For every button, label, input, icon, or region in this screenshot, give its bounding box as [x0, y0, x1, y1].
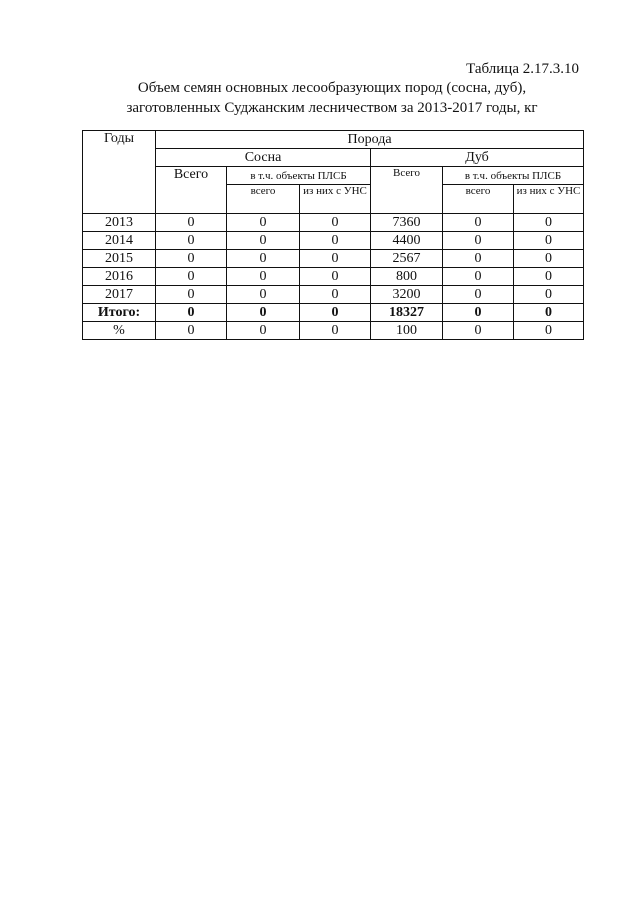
- header-oak-plsb-total: всего: [443, 185, 514, 214]
- oak-total: 3200: [371, 286, 443, 304]
- pine-uns: 0: [300, 322, 371, 340]
- header-pine: Сосна: [156, 149, 371, 167]
- percent-row: [83, 322, 584, 340]
- seed-volume-table: [82, 130, 584, 340]
- oak-total: 7360: [371, 214, 443, 232]
- header-oak-plsb-uns: из них с УНС: [514, 185, 584, 214]
- pine-total: 0: [156, 322, 227, 340]
- header-years: Годы: [83, 131, 156, 214]
- oak-uns: 0: [514, 304, 584, 322]
- oak-total: 18327: [371, 304, 443, 322]
- header-oak: Дуб: [371, 149, 584, 167]
- oak-plsb: 0: [443, 214, 514, 232]
- table-row: [83, 250, 584, 268]
- oak-plsb: 0: [443, 322, 514, 340]
- row-year: 2016: [83, 268, 156, 286]
- header-row-2: [83, 149, 584, 167]
- percent-label: %: [83, 322, 156, 340]
- row-year: 2013: [83, 214, 156, 232]
- pine-uns: 0: [300, 286, 371, 304]
- header-pine-plsb-uns: из них с УНС: [300, 185, 371, 214]
- oak-uns: 0: [514, 286, 584, 304]
- table-title-line-1: Объем семян основных лесообразующих пород (сосна, дуб),: [137, 80, 527, 96]
- pine-total: 0: [156, 232, 227, 250]
- pine-plsb: 0: [227, 214, 300, 232]
- pine-total: 0: [156, 250, 227, 268]
- table-row: [83, 214, 584, 232]
- oak-total: 100: [371, 322, 443, 340]
- table-number: Таблица 2.17.3.10: [466, 61, 579, 77]
- oak-uns: 0: [514, 214, 584, 232]
- oak-plsb: 0: [443, 268, 514, 286]
- header-oak-total: Всего: [371, 167, 443, 214]
- pine-plsb: 0: [227, 250, 300, 268]
- pine-uns: 0: [300, 214, 371, 232]
- oak-total: 2567: [371, 250, 443, 268]
- row-year: 2015: [83, 250, 156, 268]
- header-pine-plsb-total: всего: [227, 185, 300, 214]
- header-oak-plsb: в т.ч. объекты ПЛСБ: [443, 167, 584, 185]
- oak-plsb: 0: [443, 286, 514, 304]
- total-row: [83, 304, 584, 322]
- pine-uns: 0: [300, 250, 371, 268]
- row-year: 2014: [83, 232, 156, 250]
- oak-total: 4400: [371, 232, 443, 250]
- pine-uns: 0: [300, 304, 371, 322]
- pine-plsb: 0: [227, 304, 300, 322]
- oak-uns: 0: [514, 268, 584, 286]
- pine-total: 0: [156, 214, 227, 232]
- table-row: [83, 232, 584, 250]
- oak-total: 800: [371, 268, 443, 286]
- oak-uns: 0: [514, 250, 584, 268]
- oak-plsb: 0: [443, 250, 514, 268]
- pine-total: 0: [156, 304, 227, 322]
- row-year: 2017: [83, 286, 156, 304]
- header-row-1: [83, 131, 584, 149]
- table-row: [83, 286, 584, 304]
- pine-plsb: 0: [227, 286, 300, 304]
- pine-plsb: 0: [227, 232, 300, 250]
- pine-uns: 0: [300, 268, 371, 286]
- oak-uns: 0: [514, 322, 584, 340]
- table-row: [83, 268, 584, 286]
- pine-uns: 0: [300, 232, 371, 250]
- oak-uns: 0: [514, 232, 584, 250]
- total-label: Итого:: [83, 304, 156, 322]
- pine-plsb: 0: [227, 322, 300, 340]
- oak-plsb: 0: [443, 232, 514, 250]
- pine-total: 0: [156, 286, 227, 304]
- header-pine-plsb: в т.ч. объекты ПЛСБ: [227, 167, 371, 185]
- header-species: Порода: [156, 131, 584, 149]
- oak-plsb: 0: [443, 304, 514, 322]
- table-title-line-2: заготовленных Суджанским лесничеством за 2013-2017 годы, кг: [126, 100, 538, 116]
- header-pine-total: Всего: [156, 167, 227, 214]
- header-row-3: [83, 167, 584, 185]
- pine-plsb: 0: [227, 268, 300, 286]
- pine-total: 0: [156, 268, 227, 286]
